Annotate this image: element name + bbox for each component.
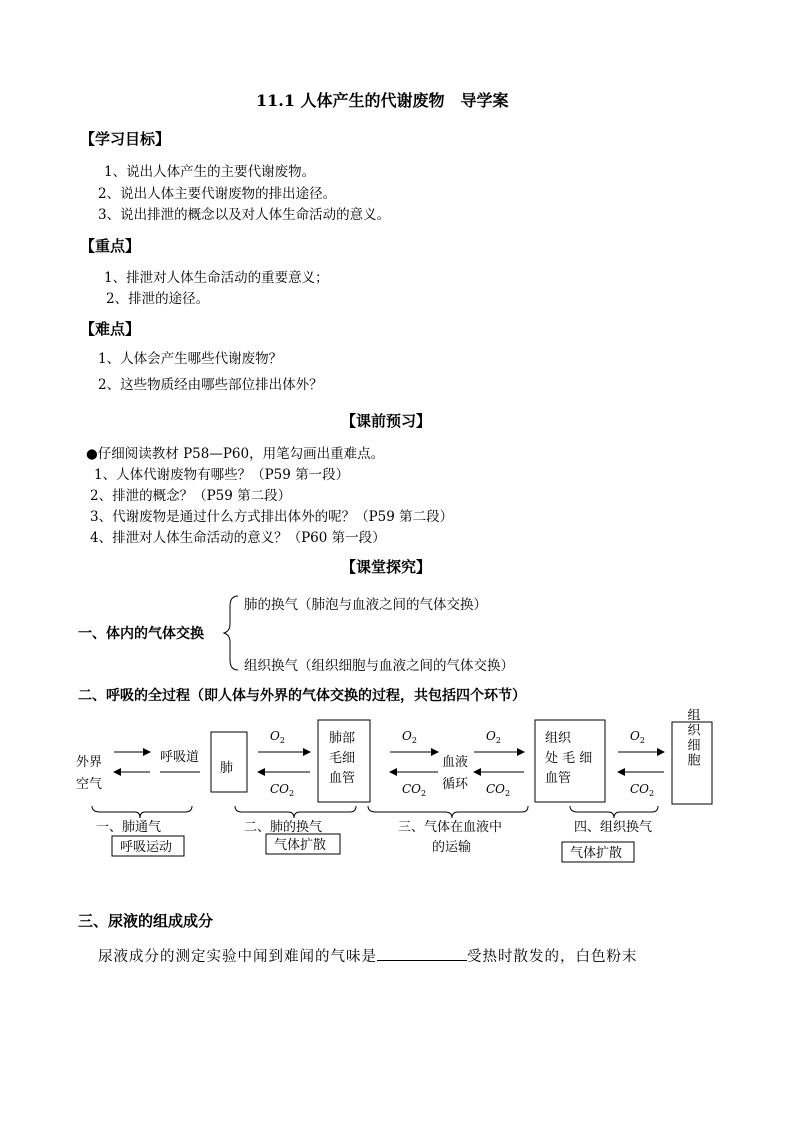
section3-label: 三、尿液的组成成分: [78, 912, 214, 930]
blood-circulation-label-1: 血液: [442, 755, 469, 770]
section1-brace: [224, 596, 238, 670]
preview-heading: 【课前预习】: [341, 412, 432, 430]
o2-label: $O_2$: [270, 729, 285, 745]
capillary-label-1: 肺部: [329, 731, 356, 746]
stage3-label-1: 三、气体在血液中: [398, 820, 503, 835]
key-point-item: 1、排泄对人体生命活动的重要意义；: [104, 270, 329, 286]
capillary-label-3: 血管: [329, 771, 356, 786]
stage1-box-label: 呼吸运动: [120, 840, 173, 855]
tissue-cell-label: 组织细胞: [684, 708, 700, 768]
preview-item: 3、代谢废物是通过什么方式排出体外的呢？（P59 第二段）: [90, 509, 454, 525]
stage1-label: 一、肺通气: [96, 820, 162, 835]
answer-blank[interactable]: [377, 946, 467, 961]
objective-item: 3、说出排泄的概念以及对人体生命活动的意义。: [98, 207, 391, 223]
preview-item: 4、排泄对人体生命活动的意义？（P60 第一段）: [90, 530, 386, 546]
section3-text-before: 尿液成分的测定实验中闻到难闻的气味是: [98, 949, 377, 965]
page-title: 11.1 人体产生的代谢废物 导学案: [256, 91, 509, 110]
stage4-box-label: 气体扩散: [570, 846, 623, 861]
blood-circulation-label-2: 循环: [442, 777, 469, 792]
section3-text: [98, 945, 638, 966]
key-points-heading: 【重点】: [80, 237, 141, 255]
section3-text-after: 受热时散发的，白色粉末: [467, 949, 638, 965]
objective-item: 2、说出人体主要代谢废物的排出途径。: [98, 186, 337, 202]
objective-item: 1、说出人体产生的主要代谢废物。: [104, 164, 316, 180]
o2-label: $O_2$: [402, 729, 417, 745]
difficulties-heading: 【难点】: [80, 320, 141, 338]
difficulty-item: 2、这些物质经由哪些部位排出体外？: [98, 377, 323, 393]
branch-tissue-exchange: 组织换气（组织细胞与血液之间的气体交换）: [244, 658, 514, 674]
key-point-item: 2、排泄的途径。: [106, 291, 210, 307]
stage4-bracket: [570, 806, 658, 818]
tissue-capillary-label-1: 组织: [545, 731, 572, 746]
outside-air-label-1: 外界: [76, 755, 103, 770]
difficulty-item: 1、人体会产生哪些代谢废物？: [98, 351, 283, 367]
stage2-box-label: 气体扩散: [274, 838, 327, 853]
co2-label: $CO_2$: [630, 782, 655, 798]
co2-label: $CO_2$: [270, 782, 295, 798]
stage2-bracket: [235, 806, 356, 818]
stage1-bracket: [92, 806, 192, 818]
objectives-heading: 【学习目标】: [80, 130, 171, 148]
capillary-label-2: 毛细: [329, 751, 356, 766]
section1-label: 一、体内的气体交换: [78, 626, 204, 642]
stage3-bracket: [368, 806, 528, 818]
preview-item: 1、人体代谢废物有哪些？（P59 第一段）: [94, 467, 350, 483]
airway-label: 呼吸道: [160, 750, 200, 765]
branch-lung-exchange: 肺的换气（肺泡与血液之间的气体交换）: [244, 597, 487, 613]
outside-air-label-2: 空气: [76, 777, 103, 792]
explore-heading: 【课堂探究】: [341, 558, 432, 576]
lung-label: 肺: [220, 761, 234, 776]
stage4-label: 四、组织换气: [574, 820, 653, 835]
o2-label: $O_2$: [486, 729, 501, 745]
section2-label: 二、呼吸的全过程（即人体与外界的气体交换的过程，共包括四个环节）: [78, 688, 526, 704]
co2-label: $CO_2$: [402, 782, 427, 798]
preview-intro: ●仔细阅读教材 P58—P60，用笔勾画出重难点。: [86, 446, 385, 462]
tissue-capillary-label-3: 血管: [545, 771, 572, 786]
o2-label: $O_2$: [630, 729, 645, 745]
co2-label: $CO_2$: [486, 782, 511, 798]
stage3-label-2: 的运输: [432, 840, 472, 855]
preview-item: 2、排泄的概念？（P59 第二段）: [90, 488, 292, 504]
stage2-label: 二、肺的换气: [244, 820, 323, 835]
tissue-capillary-label-2: 处 毛 细: [545, 751, 593, 766]
